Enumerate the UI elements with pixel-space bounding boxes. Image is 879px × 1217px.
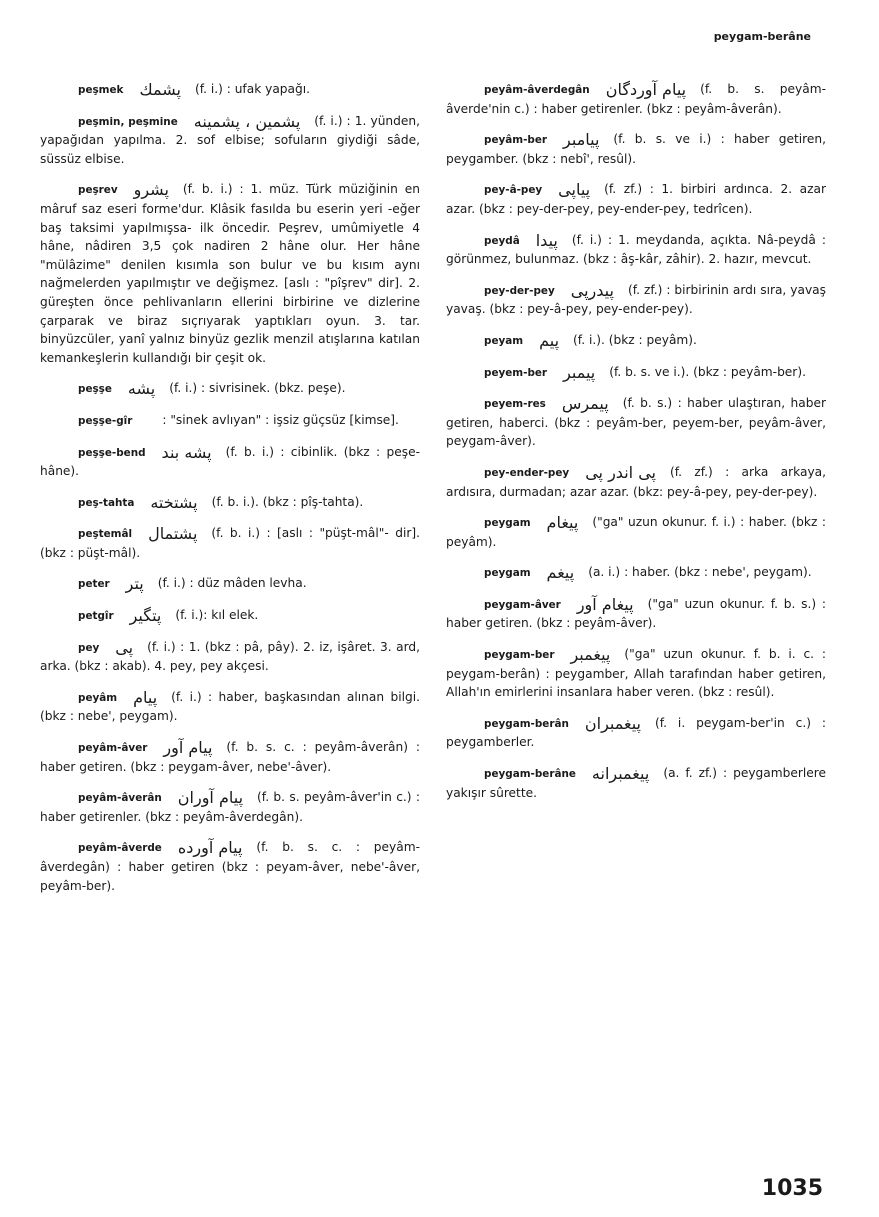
headword: peygam-âver [484, 598, 561, 611]
entry-lead [446, 132, 553, 146]
left-column [40, 80, 420, 907]
arabic-script: پيغمبران [584, 713, 641, 733]
definition: ("ga" uzun okunur. f. b. i. c. : peygam-berân) : peygamber, Allah tarafından haber getiren, Allah'ın emirlerini insanlara haber veren. (bkz : resûl). [446, 647, 826, 700]
definition: (f. i.) : 1. (bkz : pâ, pây). 2. iz, işâret. 3. ard, arka. (bkz : akab). 4. pey, pey akçesi. [40, 639, 420, 674]
entry-lead [446, 597, 567, 611]
arabic-script: پيام [133, 687, 158, 707]
dictionary-entry [446, 595, 826, 633]
headword: peşmek [78, 84, 124, 96]
definition: (f. i.) : düz mâden levha. [157, 576, 307, 591]
definition: (f. i.) : 1. yünden, yapağıdan yapılma. 2. sof elbise; sofuların giydiği sâde, süssüz elbise. [40, 113, 420, 166]
entry-lead [446, 396, 552, 410]
dictionary-entry [446, 281, 826, 319]
arabic-script: پشتمال [148, 524, 198, 544]
definition: (f. zf.) : 1. birbiri ardınca. 2. azar azar. (bkz : pey-der-pey, pey-ender-pey, tedrîcen). [446, 182, 826, 216]
headword: peyam [484, 334, 524, 347]
dictionary-entry [446, 130, 826, 168]
headword: peşrev [78, 184, 118, 197]
dictionary-entry [40, 493, 420, 513]
entry-lead [40, 82, 129, 96]
arabic-script: پيدرپى [570, 280, 614, 300]
headword: pey-â-pey [484, 184, 543, 197]
dictionary-entry [40, 180, 420, 367]
dictionary-entry [40, 80, 420, 100]
entry-lead [40, 840, 168, 854]
arabic-script: پيمبر [563, 362, 596, 382]
headword: peşşe-bend [78, 446, 146, 459]
page-number: 1035 [761, 1176, 823, 1201]
dictionary-entry [40, 688, 420, 726]
entry-lead [446, 233, 526, 247]
definition: (f. b. s. c. : peyâm-âverdegân) : haber getiren (bkz : peyam-âver, nebe'-âver, peyâm-ber). [40, 840, 420, 893]
headword: peter [78, 578, 110, 591]
headword: peş-tahta [78, 496, 135, 509]
arabic-script: پيمرس [561, 394, 609, 414]
definition: (f. i.) : haber, başkasından alınan bilgi. (bkz : nebe', peygam). [40, 689, 420, 724]
headword: peyâm-âver [78, 742, 148, 755]
dictionary-entry [446, 331, 826, 351]
headword: peşşe-gîr [78, 414, 133, 427]
dictionary-entry [446, 764, 826, 802]
arabic-script: پشمك [139, 80, 181, 99]
definition: ("ga" uzun okunur. f. i.) : haber. (bkz : peyâm). [446, 515, 826, 549]
dictionary-entry [446, 513, 826, 551]
arabic-script: پيغام آور [576, 594, 634, 614]
dictionary-entry [40, 606, 420, 626]
arabic-script: پيام آوران [177, 788, 244, 808]
entry-lead [446, 465, 575, 479]
definition: (f. b. i.) : [aslı : "püşt-mâl"- dir]. (bkz : püşt-mâl). [40, 526, 420, 560]
arabic-script: پتگیر [129, 606, 162, 626]
definition: : "sinek avlıyan" : işsiz güçsüz [kimse]. [162, 412, 399, 427]
dictionary-entry [40, 112, 420, 169]
dictionary-entry [40, 411, 420, 431]
arabic-script: پشتخته [150, 492, 198, 512]
headword: petgîr [78, 610, 114, 623]
headword: peygam-ber [484, 649, 555, 662]
headword: peygam-berân [484, 717, 569, 730]
dictionary-entry [446, 394, 826, 451]
dictionary-entry [446, 645, 826, 702]
definition: (f. zf.) : arka arkaya, ardısıra, durmadan; azar azar. (bkz: pey-â-pey, pey-der-pey). [446, 464, 826, 499]
arabic-script: پيدا [535, 230, 558, 250]
entry-lead [446, 716, 575, 730]
definition: (f. b. s. peyâm-âverde'nin c.) : haber getirenler. (bkz : peyâm-âverân). [446, 82, 826, 116]
headword: peştemâl [78, 528, 133, 541]
dictionary-entry [446, 80, 826, 118]
dictionary-entry [446, 563, 826, 583]
definition: (f. b. s. ve i.). (bkz : peyâm-ber). [609, 364, 806, 379]
dictionary-entry [446, 714, 826, 752]
entry-lead [40, 182, 124, 196]
definition: (f. i.) : 1. meydanda, açıkta. Nâ-peydâ : görünmez, bulunmaz. (bkz : âş-kâr, zâhir). 2. hazır, mevcut. [446, 232, 826, 267]
headword: peyem-ber [484, 366, 548, 379]
definition: (f. i.): kıl elek. [175, 608, 259, 623]
dictionary-entry [446, 363, 826, 383]
entry-lead [40, 640, 105, 654]
dictionary-entry [40, 738, 420, 776]
entry-lead [446, 283, 561, 297]
running-head: peygam-berâne [713, 30, 811, 43]
definition: (f. b. i.) : cibinlik. (bkz : peşe-hâne). [40, 444, 420, 479]
entry-lead [446, 333, 529, 347]
dictionary-entry [40, 788, 420, 826]
headword: peygam [484, 567, 531, 580]
definition: (f. i.). (bkz : peyâm). [573, 332, 697, 347]
entry-lead [446, 515, 537, 529]
headword: peyâm-âverdegân [484, 84, 590, 96]
entry-lead [40, 495, 140, 509]
entry-lead [40, 690, 123, 704]
arabic-script: پى [115, 637, 134, 657]
definition: (f. i.) : ufak yapağı. [194, 82, 311, 96]
headword: peyem-res [484, 398, 546, 411]
entry-lead [40, 608, 120, 622]
arabic-script: پشمين ، پشمينه [193, 111, 301, 131]
entry-lead [40, 526, 138, 540]
definition: (f. i. peygam-ber'in c.) : peygamberler. [446, 715, 826, 750]
dictionary-entry [446, 231, 826, 269]
arabic-script: پشه بند [161, 442, 212, 462]
arabic-script: پيغمبر [570, 645, 611, 665]
headword: pey [78, 641, 100, 654]
arabic-script: پى اندر پى [585, 462, 656, 482]
entry-lead [446, 766, 582, 780]
definition: (f. b. s. ve i.) : haber getiren, peygamber. (bkz : nebî', resûl). [446, 132, 826, 166]
arabic-script: پشرو [133, 180, 169, 200]
dictionary-entry [40, 638, 420, 676]
definition: ("ga" uzun okunur. f. b. s.) : haber getiren. (bkz : peyâm-âver). [446, 596, 826, 631]
entry-lead [40, 576, 116, 590]
headword: pey-der-pey [484, 284, 555, 297]
arabic-script: پشه [127, 379, 156, 399]
arabic-script: پيغمبرانه [591, 764, 650, 784]
headword: peydâ [484, 234, 520, 247]
arabic-script: پيام آور [163, 738, 213, 758]
headword: peşşe [78, 383, 112, 396]
definition: (f. b. i.) : 1. müz. Türk müziğinin en mâruf saz eseri forme'dur. Klâsik fasılda bu eserin yeri -eğer baş taksimi yapılmışsa- ilk öncedir. Peşrev, umûmiyetle 4 hâne, nâdiren 3,5 çok nadiren 2 hâne olur. Her hâne "mülâzime" denilen kısımla son bulur ve bu kısım aynı nağmelerden yapılmıştır ve değişmez. [aslı : "pîşrev" dir]. 2. güreşten önce pehlivanların ellerini birbirine ve dizlerine çarparak ve biraz sıçrıyarak yaptıkları oyun. 3. tar. binyüzcüler, yanî yalnız binyüz gezlik menzil atışlarına katılan kemankeşlerin kullandığı bir çeşit ok. [40, 182, 420, 365]
headword: peyâm-ber [484, 134, 548, 147]
entry-lead [40, 740, 153, 754]
definition: (a. i.) : haber. (bkz : nebe', peygam). [588, 565, 812, 580]
arabic-script: پيم [539, 330, 560, 350]
headword: peygam [484, 517, 531, 530]
arabic-script: پيغم [546, 563, 575, 583]
headword: peygam-berâne [484, 768, 576, 781]
definition: (a. f. zf.) : peygamberlere yakışır sûrette. [446, 766, 826, 800]
definition: (f. b. s.) : haber ulaştıran, haber getiren, haberci. (bkz : peyâm-ber, peyem-ber, peyâm-âver, peygam-âver). [446, 396, 826, 449]
dictionary-entry [446, 463, 826, 501]
entry-lead [40, 114, 184, 128]
headword: pey-ender-pey [484, 466, 570, 479]
definition: (f. i.) : sivrisinek. (bkz. peşe). [169, 381, 346, 396]
dictionary-entry [446, 180, 826, 218]
arabic-script: پيام آورده [177, 838, 243, 858]
definition: (f. b. s. c. : peyâm-âverân) : haber getiren. (bkz : peygam-âver, nebe'-âver). [40, 740, 420, 774]
definition: (f. b. s. peyâm-âver'in c.) : haber getirenler. (bkz : peyâm-âverdegân). [40, 790, 420, 824]
entry-lead [40, 790, 168, 804]
definition: (f. zf.) : birbirinin ardı sıra, yavaş yavaş. (bkz : pey-â-pey, pey-ender-pey). [446, 282, 826, 317]
entry-lead [446, 365, 553, 379]
definition: (f. b. i.). (bkz : pîş-tahta). [211, 494, 364, 509]
headword: peşmin, peşmine [78, 115, 178, 128]
entry-lead [40, 445, 152, 459]
entry-lead [446, 182, 548, 196]
headword: peyâm-âverân [78, 792, 162, 805]
entry-lead [446, 647, 560, 661]
right-column [446, 80, 826, 814]
entry-lead [446, 82, 596, 96]
entry-lead [40, 381, 118, 395]
headword: peyâm-âverde [78, 842, 162, 855]
arabic-script: پتر [125, 574, 144, 594]
arabic-script: پيام آوردگان [605, 80, 687, 99]
dictionary-entry [40, 838, 420, 895]
arabic-script: پياپى [558, 180, 591, 200]
dictionary-entry [40, 379, 420, 399]
headword: peyâm [78, 691, 118, 704]
dictionary-entry [40, 524, 420, 562]
arabic-script: پيامبر [563, 130, 600, 150]
entry-lead [446, 565, 537, 579]
dictionary-entry [40, 574, 420, 594]
dictionary-entry [40, 443, 420, 481]
arabic-script: پيغام [546, 513, 579, 533]
entry-lead [40, 413, 138, 427]
